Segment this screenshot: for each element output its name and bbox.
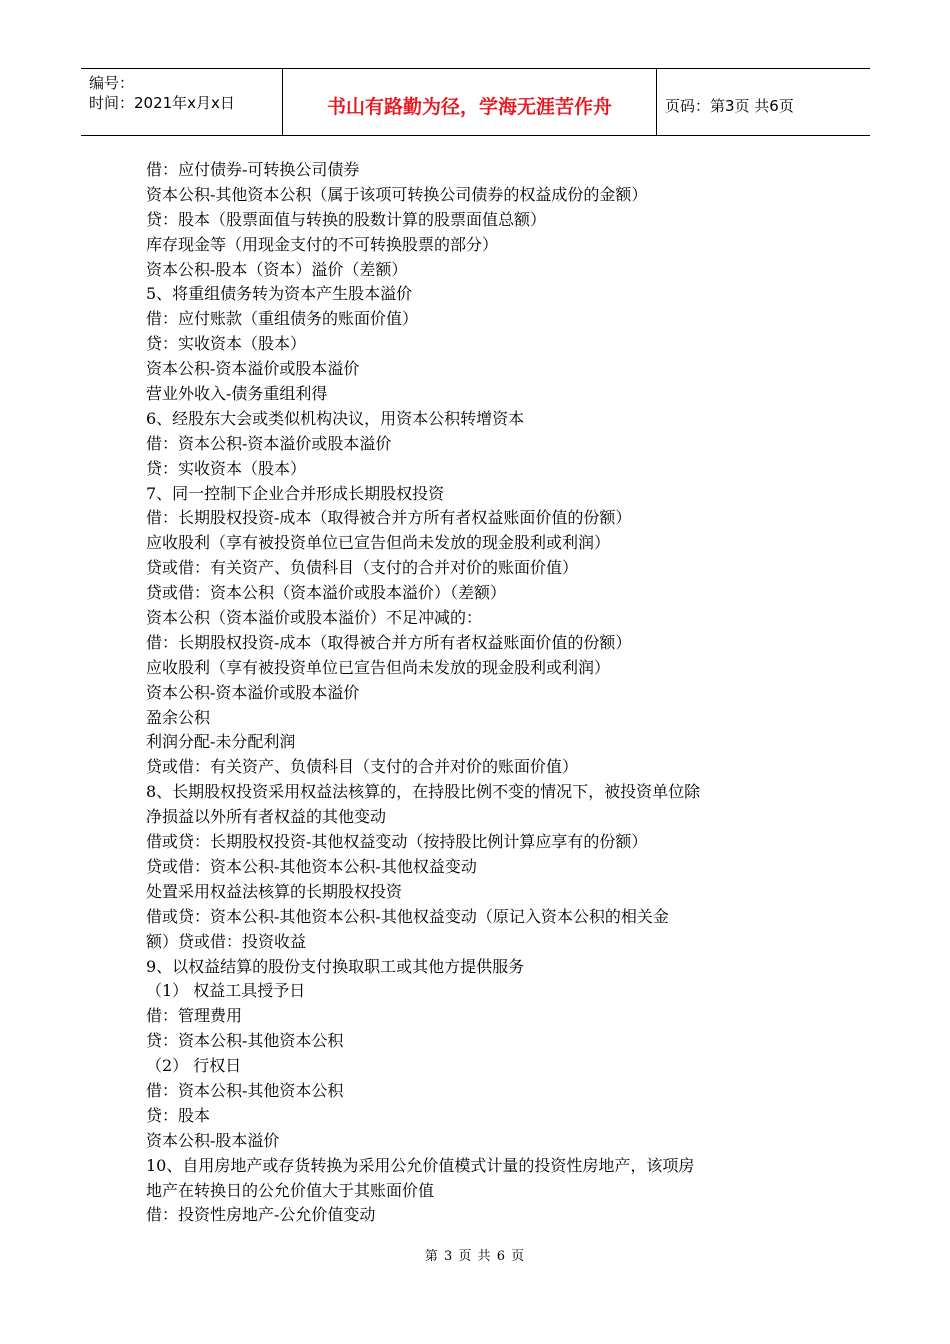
- section-heading: 8、长期股权投资采用权益法核算的，在持股比例不变的情况下，被投资单位除: [146, 782, 701, 802]
- text-line: 贷或借：资本公积-其他资本公积-其他权益变动: [146, 856, 477, 876]
- text-line: 借：应付债券-可转换公司债券: [146, 160, 360, 179]
- text-line: 贷：实收资本（股本）: [146, 458, 307, 478]
- text-line: 资本公积-其他资本公积（属于该项可转换公司债券的权益成份的金额）: [146, 184, 648, 204]
- text-line: 库存现金等（用现金支付的不可转换股票的部分）: [146, 234, 499, 254]
- section-heading: 9、以权益结算的股份支付换取职工或其他方提供服务: [146, 956, 525, 976]
- text-line: 借：管理费用: [146, 1006, 243, 1026]
- text-line: 借：长期股权投资-成本（取得被合并方所有者权益账面价值的份额）: [146, 632, 632, 652]
- text-line: 贷或借：有关资产、负债科目（支付的合并对价的账面价值）: [146, 757, 579, 777]
- text-line: 资本公积-股本溢价: [146, 1130, 280, 1150]
- text-line: 借或贷：资本公积-其他资本公积-其他权益变动（原记入资本公积的相关金: [146, 906, 669, 926]
- text-line: 贷或借：有关资产、负债科目（支付的合并对价的账面价值）: [146, 558, 579, 578]
- text-line: （1） 权益工具授予日: [146, 981, 306, 1001]
- text-line: 资本公积-资本溢价或股本溢价: [146, 682, 360, 702]
- text-line: 利润分配-未分配利润: [146, 732, 296, 752]
- text-line: 盈余公积: [146, 707, 211, 727]
- text-line: 贷：股本（股票面值与转换的股数计算的股票面值总额）: [146, 209, 547, 229]
- text-line: 资本公积-股本（资本）溢价（差额）: [146, 259, 408, 279]
- page-footer: 第 3 页 共 6 页: [424, 1249, 526, 1264]
- header-page-info: 页码：第3页 共6页: [665, 96, 794, 115]
- text-line: 贷或借：资本公积（资本溢价或股本溢价）（差额）: [146, 583, 507, 603]
- section-heading: 10、自用房地产或存货转换为采用公允价值模式计量的投资性房地产，该项房: [146, 1155, 695, 1175]
- text-line: 贷：股本: [146, 1105, 211, 1125]
- text-line: 资本公积（资本溢价或股本溢价）不足冲减的：: [146, 608, 483, 628]
- text-line: 借：长期股权投资-成本（取得被合并方所有者权益账面价值的份额）: [146, 508, 632, 528]
- text-line: 应收股利（享有被投资单位已宣告但尚未发放的现金股利或利润）: [146, 657, 611, 677]
- text-line: 净损益以外所有者权益的其他变动: [146, 807, 387, 827]
- header-meta: [81, 69, 283, 135]
- text-line: 处置采用权益法核算的长期股权投资: [146, 881, 403, 901]
- text-line: 地产在转换日的公允价值大于其账面价值: [146, 1180, 435, 1200]
- text-line: 借：资本公积-资本溢价或股本溢价: [146, 433, 392, 453]
- text-line: 资本公积-资本溢价或股本溢价: [146, 359, 360, 379]
- text-line: 额）贷或借：投资收益: [146, 931, 307, 951]
- page-header: [81, 68, 870, 136]
- text-line: 贷：资本公积-其他资本公积: [146, 1031, 344, 1051]
- section-heading: 6、经股东大会或类似机构决议，用资本公积转增资本: [146, 408, 525, 428]
- text-line: 借或贷：长期股权投资-其他权益变动（按持股比例计算应享有的份额）: [146, 832, 648, 852]
- text-line: （2） 行权日: [146, 1056, 242, 1076]
- text-line: 营业外收入-债务重组利得: [146, 384, 328, 404]
- text-line: 借：资本公积-其他资本公积: [146, 1080, 344, 1100]
- time-label: 时间：2021年x月x日: [89, 94, 235, 112]
- header-motto: 书山有路勤为径，学海无涯苦作舟: [283, 69, 657, 135]
- section-heading: 5、将重组债务转为资本产生股本溢价: [146, 284, 413, 304]
- text-line: 借：应付账款（重组债务的账面价值）: [146, 309, 419, 329]
- text-line: 贷：实收资本（股本）: [146, 334, 307, 354]
- document-body: [146, 158, 814, 1228]
- text-line: 借：投资性房地产-公允价值变动: [146, 1205, 376, 1225]
- section-heading: 7、同一控制下企业合并形成长期股权投资: [146, 483, 445, 503]
- number-label: 编号：: [89, 74, 135, 92]
- text-line: 应收股利（享有被投资单位已宣告但尚未发放的现金股利或利润）: [146, 533, 611, 553]
